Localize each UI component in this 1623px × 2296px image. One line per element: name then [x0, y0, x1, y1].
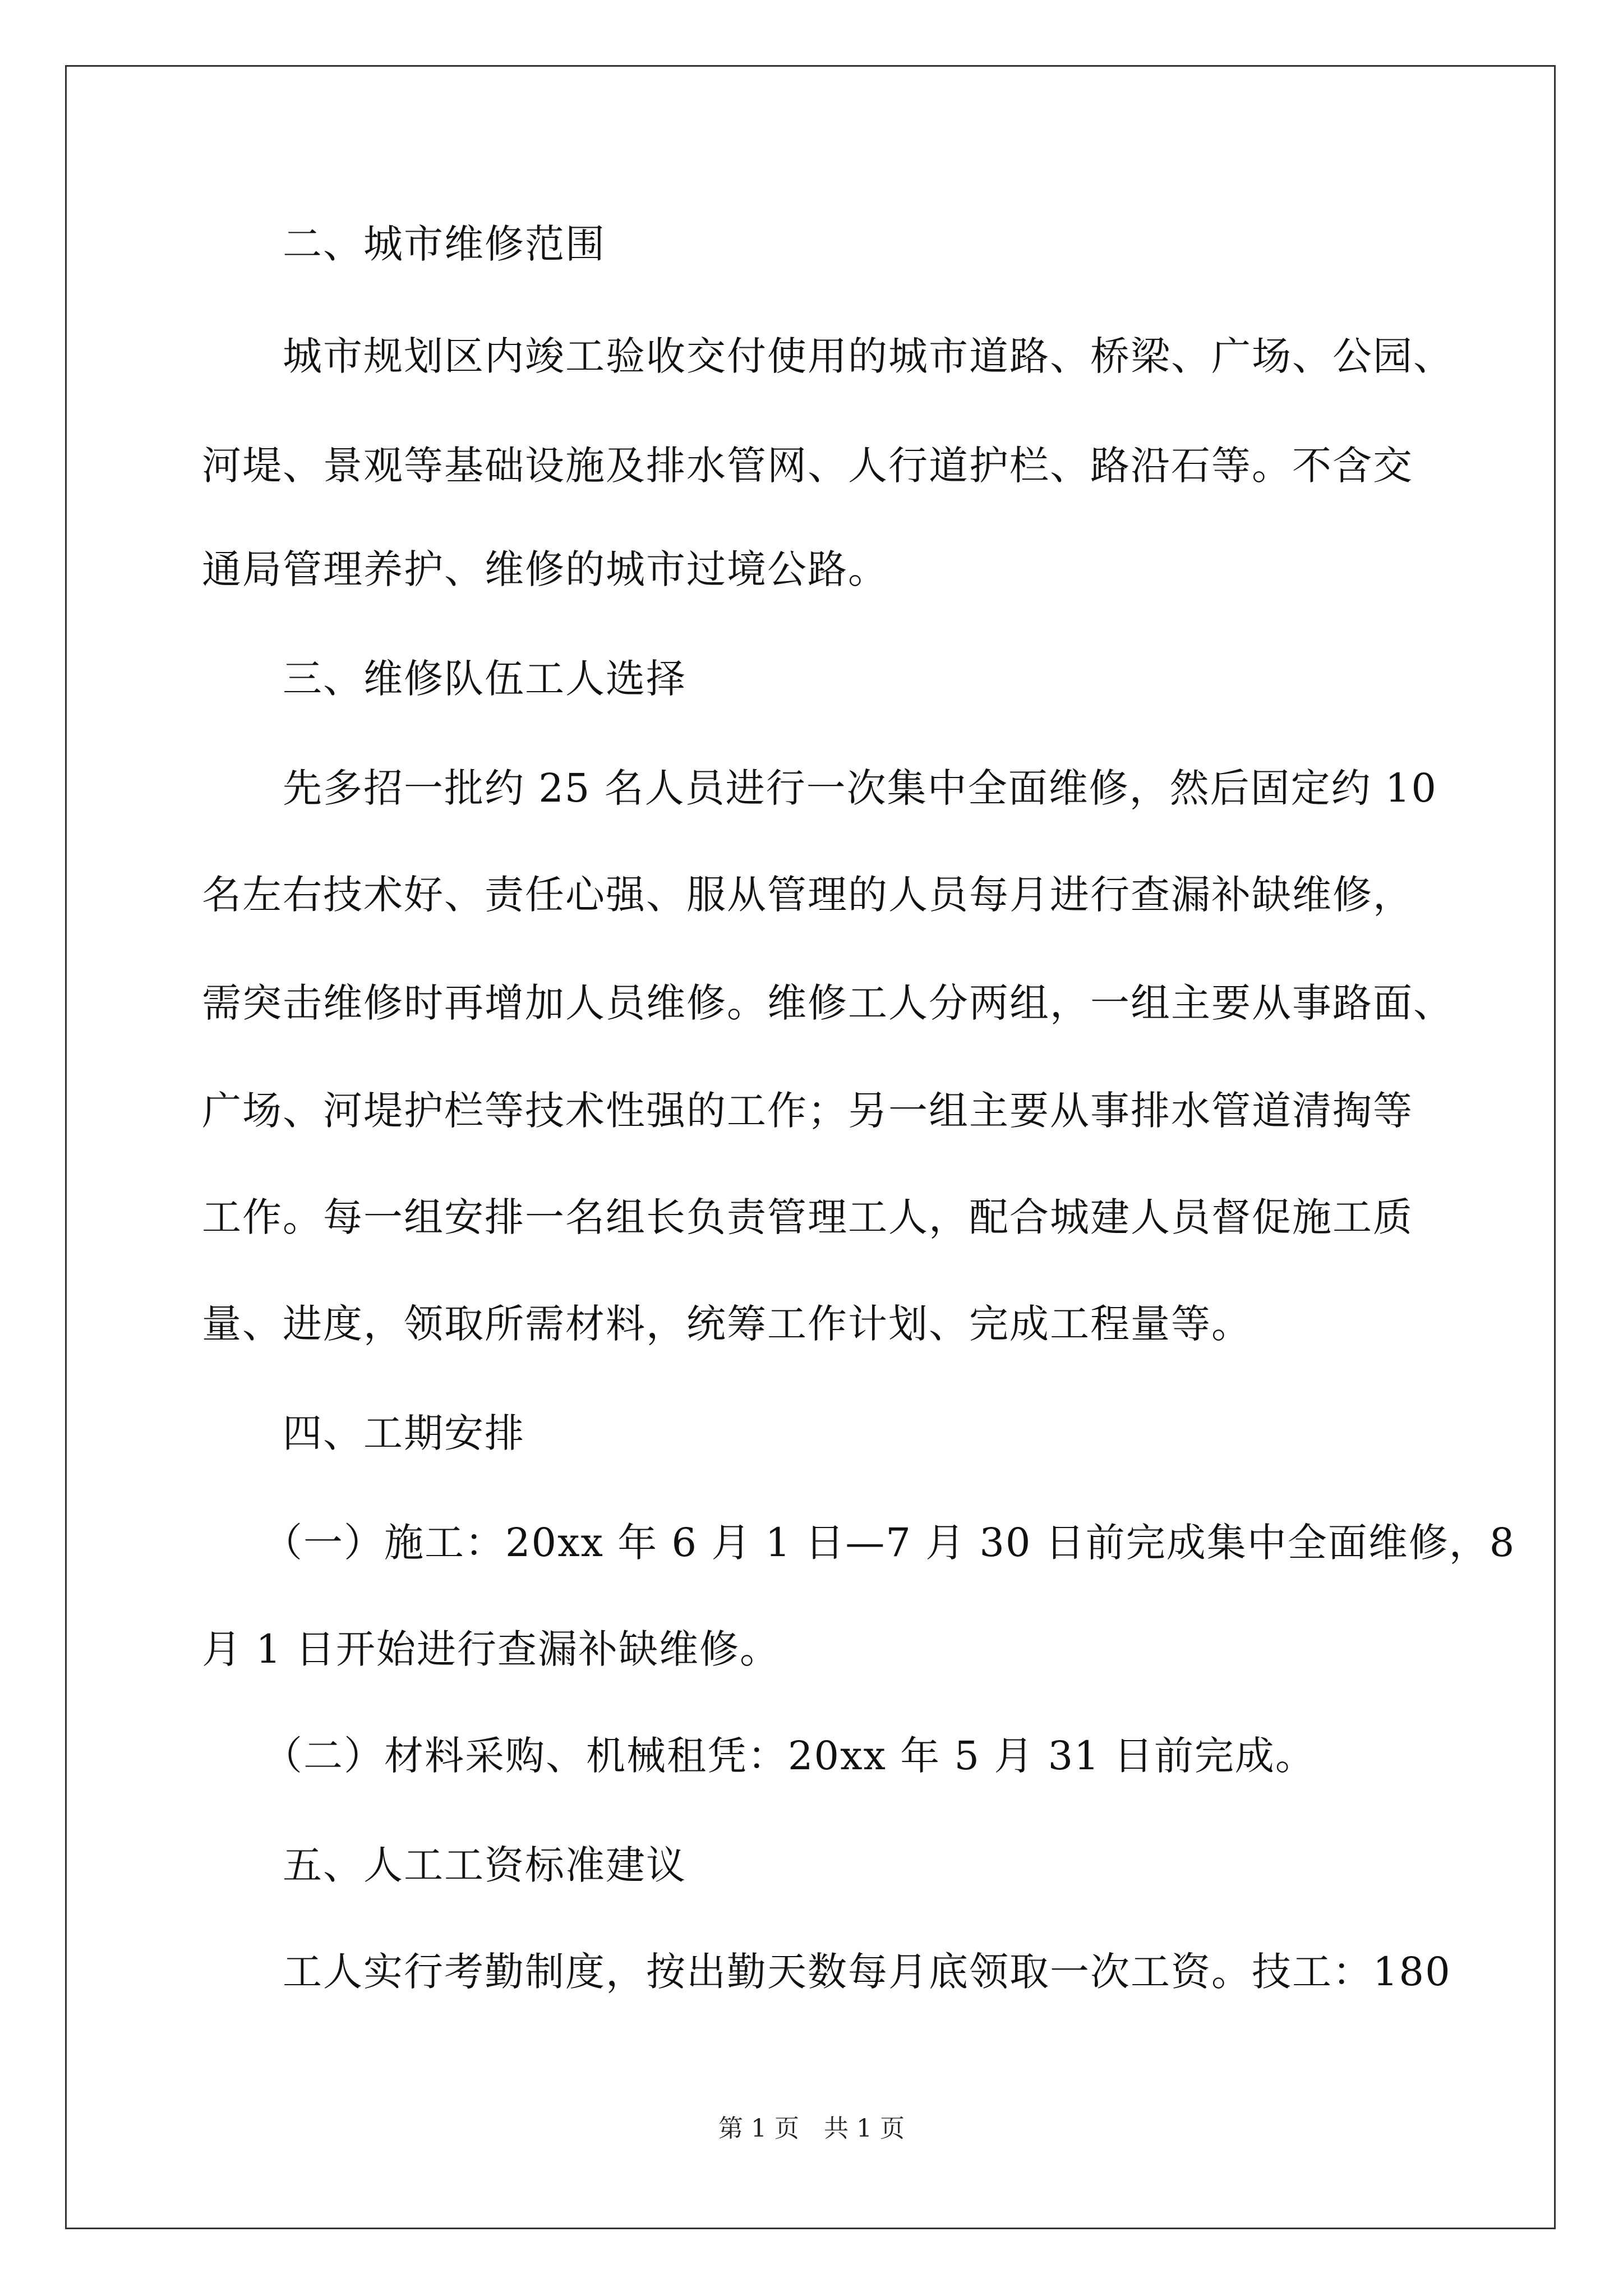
paragraph-line: 工作。每一组安排一名组长负责管理工人，配合城建人员督促施工质 — [202, 1194, 1413, 1240]
page-border — [65, 65, 1556, 2229]
paragraph-line: （二）材料采购、机械租凭：20xx 年 5 月 31 日前完成。 — [202, 1733, 1316, 1779]
section-heading-3: 三、维修队伍工人选择 — [202, 656, 686, 702]
paragraph-line: 需突击维修时再增加人员维修。维修工人分两组，一组主要从事路面、 — [202, 980, 1454, 1026]
paragraph-line: 先多招一批约 25 名人员进行一次集中全面维修，然后固定约 10 — [202, 765, 1437, 811]
paragraph-line: 通局管理养护、维修的城市过境公路。 — [202, 546, 888, 592]
page-footer: 第 1 页 共 1 页 — [718, 2114, 905, 2143]
paragraph-line: （一）施工：20xx 年 6 月 1 日—7 月 30 日前完成集中全面维修，8 — [202, 1520, 1516, 1566]
paragraph-line: 城市规划区内竣工验收交付使用的城市道路、桥梁、广场、公园、 — [202, 333, 1454, 379]
paragraph-line: 广场、河堤护栏等技术性强的工作；另一组主要从事排水管道清掏等 — [202, 1088, 1413, 1134]
paragraph-line: 月 1 日开始进行查漏补缺维修。 — [202, 1626, 781, 1672]
section-heading-4: 四、工期安排 — [202, 1410, 525, 1456]
paragraph-line: 名左右技术好、责任心强、服从管理的人员每月进行查漏补缺维修， — [202, 872, 1413, 918]
section-heading-5: 五、人工工资标准建议 — [202, 1842, 686, 1888]
paragraph-line: 量、进度，领取所需材料，统筹工作计划、完成工程量等。 — [202, 1301, 1252, 1347]
paragraph-line: 河堤、景观等基础设施及排水管网、人行道护栏、路沿石等。不含交 — [202, 443, 1413, 489]
paragraph-line: 工人实行考勤制度，按出勤天数每月底领取一次工资。技工：180 — [202, 1949, 1451, 1995]
section-heading-2: 二、城市维修范围 — [202, 221, 606, 267]
